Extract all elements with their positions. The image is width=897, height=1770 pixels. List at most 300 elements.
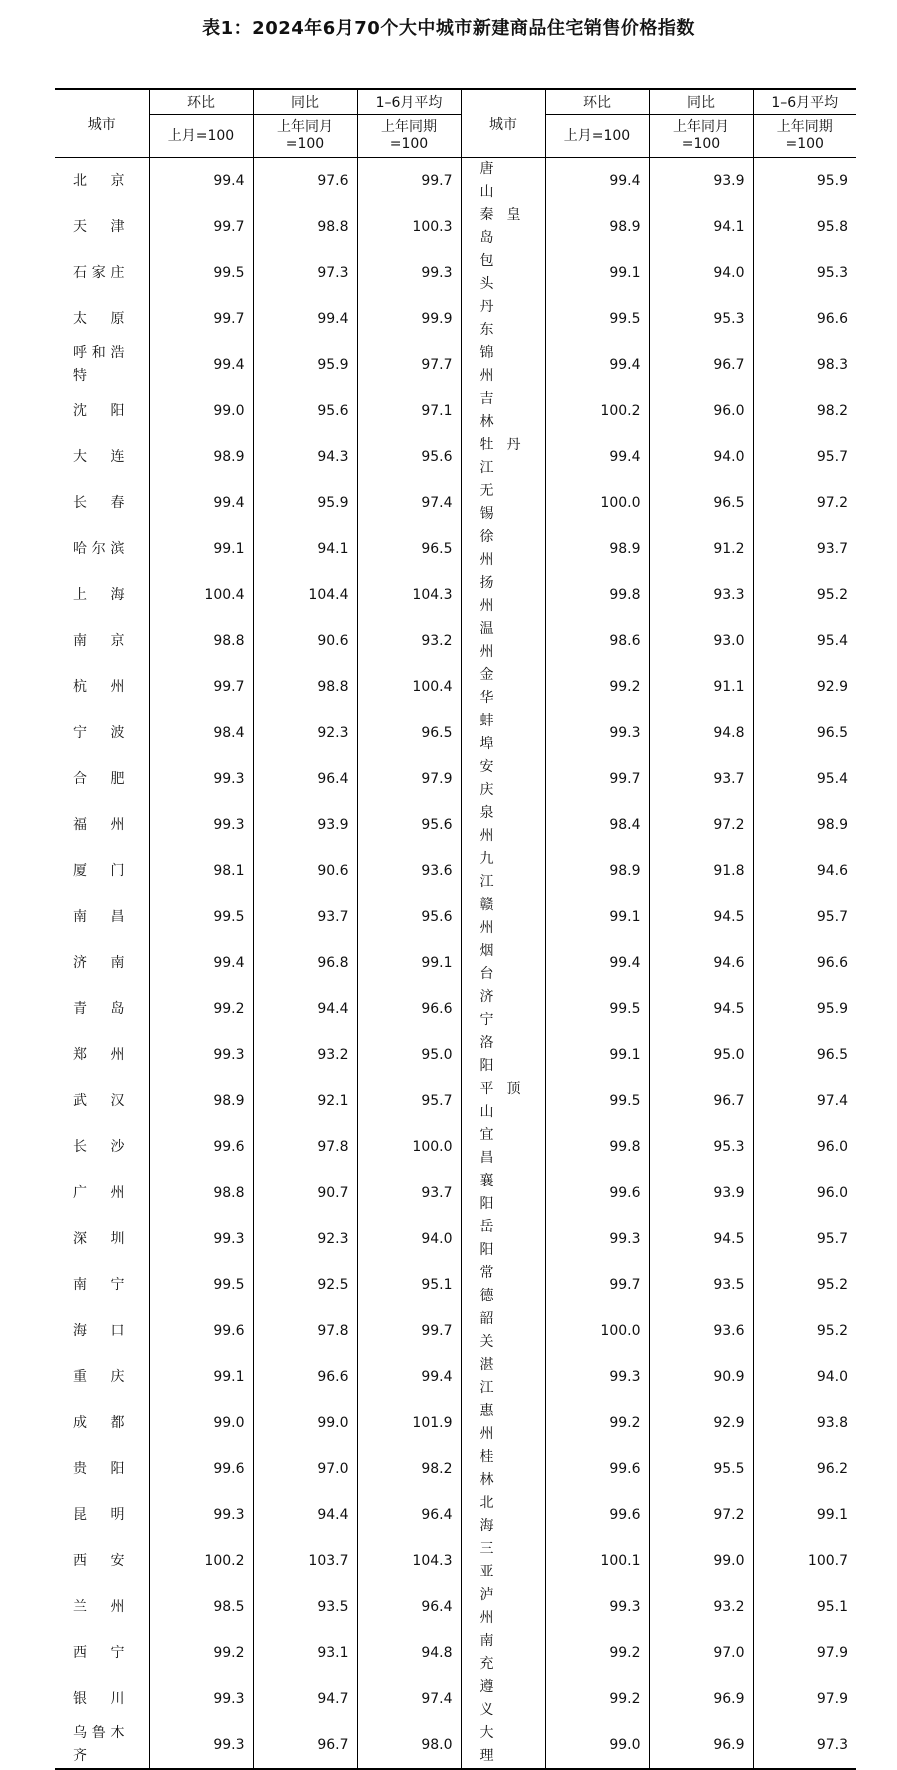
yoy-value: 93.9 xyxy=(649,158,753,205)
mom-value: 98.6 xyxy=(545,618,649,664)
table-row xyxy=(55,1262,856,1308)
city-name: 丹 东 xyxy=(461,296,545,342)
yoy-value: 91.8 xyxy=(649,848,753,894)
city-name: 牡丹江 xyxy=(461,434,545,480)
avg-value: 98.3 xyxy=(753,342,856,388)
avg-value: 99.9 xyxy=(357,296,461,342)
yoy-value: 94.5 xyxy=(649,1216,753,1262)
yoy-value: 90.9 xyxy=(649,1354,753,1400)
city-name: 呼和浩特 xyxy=(73,345,125,384)
mom-value: 99.6 xyxy=(149,1308,253,1354)
avg-value: 95.8 xyxy=(753,204,856,250)
city-name: 包 头 xyxy=(461,250,545,296)
avg-value: 93.7 xyxy=(753,526,856,572)
city-name: 重 庆 xyxy=(73,1368,125,1385)
mom-value: 99.5 xyxy=(149,250,253,296)
city-name: 遵 义 xyxy=(461,1676,545,1722)
avg-value: 95.1 xyxy=(753,1584,856,1630)
mom-value: 99.8 xyxy=(545,572,649,618)
mom-value: 99.6 xyxy=(545,1492,649,1538)
yoy-value: 98.8 xyxy=(253,204,357,250)
yoy-value: 98.8 xyxy=(253,664,357,710)
city-name: 徐 州 xyxy=(461,526,545,572)
avg-value: 96.6 xyxy=(753,296,856,342)
mom-value: 98.8 xyxy=(149,618,253,664)
yoy-value: 92.5 xyxy=(253,1262,357,1308)
city-name: 吉 林 xyxy=(461,388,545,434)
table-row xyxy=(55,1492,856,1538)
city-name: 西 宁 xyxy=(73,1644,125,1661)
avg-value: 95.2 xyxy=(753,1262,856,1308)
avg-value: 98.2 xyxy=(357,1446,461,1492)
mom-value: 99.3 xyxy=(149,1216,253,1262)
mom-value: 99.2 xyxy=(545,1400,649,1446)
table-row xyxy=(55,480,856,526)
avg-value: 95.6 xyxy=(357,802,461,848)
city-name: 锦 州 xyxy=(461,342,545,388)
avg-value: 95.6 xyxy=(357,894,461,940)
avg-value: 98.0 xyxy=(357,1722,461,1769)
city-name: 太 原 xyxy=(73,310,125,327)
city-name: 南 昌 xyxy=(73,908,125,925)
mom-value: 100.0 xyxy=(545,1308,649,1354)
city-name: 长 沙 xyxy=(73,1138,125,1155)
yoy-value: 93.7 xyxy=(649,756,753,802)
city-name: 南 充 xyxy=(461,1630,545,1676)
avg-value: 92.9 xyxy=(753,664,856,710)
city-name: 桂 林 xyxy=(461,1446,545,1492)
avg-value: 99.7 xyxy=(357,1308,461,1354)
city-name: 九 江 xyxy=(461,848,545,894)
avg-value: 97.2 xyxy=(753,480,856,526)
mom-value: 98.1 xyxy=(149,848,253,894)
yoy-value: 97.8 xyxy=(253,1308,357,1354)
table-row xyxy=(55,388,856,434)
yoy-value: 97.2 xyxy=(649,1492,753,1538)
mom-value: 99.2 xyxy=(545,1676,649,1722)
avg-value: 97.7 xyxy=(357,342,461,388)
city-name: 三 亚 xyxy=(461,1538,545,1584)
yoy-value: 94.0 xyxy=(649,250,753,296)
avg-value: 97.4 xyxy=(357,480,461,526)
yoy-value: 93.9 xyxy=(649,1170,753,1216)
city-name: 北 京 xyxy=(73,172,125,189)
yoy-value: 94.1 xyxy=(253,526,357,572)
avg-value: 94.0 xyxy=(357,1216,461,1262)
mom-value: 99.3 xyxy=(545,1354,649,1400)
yoy-value: 90.6 xyxy=(253,618,357,664)
avg-value: 97.9 xyxy=(753,1630,856,1676)
table-row xyxy=(55,296,856,342)
yoy-value: 97.3 xyxy=(253,250,357,296)
table-row xyxy=(55,342,856,388)
price-index-table xyxy=(55,88,856,1770)
city-name: 深 圳 xyxy=(73,1230,125,1247)
yoy-value: 95.9 xyxy=(253,480,357,526)
avg-value: 95.7 xyxy=(753,434,856,480)
city-name: 济 南 xyxy=(73,954,125,971)
city-name: 岳 阳 xyxy=(461,1216,545,1262)
mom-base-label: 上月=100 xyxy=(149,115,253,158)
city-name: 郑 州 xyxy=(73,1046,125,1063)
city-name: 韶 关 xyxy=(461,1308,545,1354)
avg-value: 95.9 xyxy=(753,158,856,205)
mom-value: 99.4 xyxy=(149,342,253,388)
table-header xyxy=(55,89,856,158)
yoy-value: 96.4 xyxy=(253,756,357,802)
yoy-value: 95.0 xyxy=(649,1032,753,1078)
avg-value: 97.4 xyxy=(753,1078,856,1124)
avg-value: 95.7 xyxy=(753,894,856,940)
avg-value: 96.4 xyxy=(357,1492,461,1538)
table-row xyxy=(55,1446,856,1492)
yoy-value: 92.1 xyxy=(253,1078,357,1124)
yoy-value: 96.7 xyxy=(253,1722,357,1769)
avg-value: 95.4 xyxy=(753,756,856,802)
table-body xyxy=(55,158,856,1770)
avg-value: 96.5 xyxy=(753,710,856,756)
city-name: 济 宁 xyxy=(461,986,545,1032)
city-name: 合 肥 xyxy=(73,770,125,787)
mom-value: 99.3 xyxy=(149,1032,253,1078)
yoy-value: 97.8 xyxy=(253,1124,357,1170)
yoy-value: 93.5 xyxy=(253,1584,357,1630)
yoy-value: 93.5 xyxy=(649,1262,753,1308)
yoy-value: 95.3 xyxy=(649,296,753,342)
mom-value: 99.4 xyxy=(149,940,253,986)
mom-value: 99.0 xyxy=(149,1400,253,1446)
mom-value: 99.2 xyxy=(545,1630,649,1676)
mom-value: 98.5 xyxy=(149,1584,253,1630)
city-name: 沈 阳 xyxy=(73,402,125,419)
avg-value: 96.5 xyxy=(357,710,461,756)
avg-value: 100.3 xyxy=(357,204,461,250)
yoy-value: 93.3 xyxy=(649,572,753,618)
table-row xyxy=(55,1308,856,1354)
avg-value: 96.5 xyxy=(753,1032,856,1078)
yoy-column-header: 同比 xyxy=(253,89,357,115)
avg-column-header: 1–6月平均 xyxy=(753,89,856,115)
table-row xyxy=(55,1216,856,1262)
avg-value: 95.2 xyxy=(753,1308,856,1354)
yoy-value: 93.2 xyxy=(253,1032,357,1078)
yoy-value: 93.7 xyxy=(253,894,357,940)
yoy-value: 92.3 xyxy=(253,710,357,756)
table-row xyxy=(55,664,856,710)
yoy-value: 96.0 xyxy=(649,388,753,434)
yoy-value: 94.0 xyxy=(649,434,753,480)
mom-value: 99.0 xyxy=(545,1722,649,1769)
mom-value: 99.5 xyxy=(149,1262,253,1308)
mom-value: 99.7 xyxy=(545,1262,649,1308)
mom-value: 99.1 xyxy=(545,1032,649,1078)
city-name: 宁 波 xyxy=(73,724,125,741)
table-row xyxy=(55,1722,856,1769)
city-name: 唐 山 xyxy=(461,158,545,205)
mom-value: 98.9 xyxy=(149,1078,253,1124)
city-name: 金 华 xyxy=(461,664,545,710)
yoy-value: 97.6 xyxy=(253,158,357,205)
yoy-value: 97.0 xyxy=(253,1446,357,1492)
mom-value: 99.1 xyxy=(149,1354,253,1400)
mom-value: 99.5 xyxy=(545,986,649,1032)
mom-value: 99.2 xyxy=(149,986,253,1032)
mom-base-label: 上月=100 xyxy=(545,115,649,158)
mom-value: 98.9 xyxy=(545,526,649,572)
city-name: 安 庆 xyxy=(461,756,545,802)
avg-value: 95.7 xyxy=(753,1216,856,1262)
table-row xyxy=(55,1354,856,1400)
city-name: 宜 昌 xyxy=(461,1124,545,1170)
yoy-value: 93.6 xyxy=(649,1308,753,1354)
table-row xyxy=(55,1630,856,1676)
avg-value: 96.0 xyxy=(753,1170,856,1216)
yoy-value: 96.5 xyxy=(649,480,753,526)
city-name: 青 岛 xyxy=(73,1000,125,1017)
avg-value: 98.9 xyxy=(753,802,856,848)
city-name: 福 州 xyxy=(73,816,125,833)
avg-value: 97.9 xyxy=(357,756,461,802)
mom-value: 99.4 xyxy=(545,342,649,388)
table-row xyxy=(55,204,856,250)
yoy-value: 104.4 xyxy=(253,572,357,618)
mom-value: 98.9 xyxy=(545,848,649,894)
table-row xyxy=(55,250,856,296)
table-row xyxy=(55,618,856,664)
city-name: 洛 阳 xyxy=(461,1032,545,1078)
yoy-value: 95.3 xyxy=(649,1124,753,1170)
city-name: 蚌 埠 xyxy=(461,710,545,756)
table-row xyxy=(55,158,856,205)
mom-value: 99.0 xyxy=(149,388,253,434)
mom-value: 99.5 xyxy=(545,296,649,342)
table-row xyxy=(55,1170,856,1216)
avg-value: 95.3 xyxy=(753,250,856,296)
mom-value: 98.8 xyxy=(149,1170,253,1216)
yoy-base-label: 上年同月 =100 xyxy=(253,115,357,158)
mom-value: 99.4 xyxy=(545,434,649,480)
avg-value: 99.1 xyxy=(753,1492,856,1538)
city-name: 秦皇岛 xyxy=(461,204,545,250)
avg-value: 96.4 xyxy=(357,1584,461,1630)
mom-value: 99.4 xyxy=(545,158,649,205)
city-name: 海 口 xyxy=(73,1322,125,1339)
yoy-value: 97.0 xyxy=(649,1630,753,1676)
yoy-value: 95.6 xyxy=(253,388,357,434)
avg-value: 93.2 xyxy=(357,618,461,664)
city-name: 天 津 xyxy=(73,218,125,235)
table-row xyxy=(55,894,856,940)
avg-value: 95.2 xyxy=(753,572,856,618)
avg-value: 100.4 xyxy=(357,664,461,710)
city-name: 乌鲁木齐 xyxy=(73,1725,125,1764)
city-name: 贵 阳 xyxy=(73,1460,125,1477)
city-name: 成 都 xyxy=(73,1414,125,1431)
city-name: 无 锡 xyxy=(461,480,545,526)
mom-value: 99.3 xyxy=(149,1722,253,1769)
yoy-column-header: 同比 xyxy=(649,89,753,115)
mom-value: 98.9 xyxy=(149,434,253,480)
yoy-value: 94.3 xyxy=(253,434,357,480)
avg-value: 96.2 xyxy=(753,1446,856,1492)
avg-base-label: 上年同期 =100 xyxy=(357,115,461,158)
city-name: 温 州 xyxy=(461,618,545,664)
mom-value: 99.2 xyxy=(149,1630,253,1676)
avg-value: 93.7 xyxy=(357,1170,461,1216)
mom-value: 99.3 xyxy=(149,1676,253,1722)
yoy-value: 96.9 xyxy=(649,1722,753,1769)
city-name: 平顶山 xyxy=(461,1078,545,1124)
table-row xyxy=(55,848,856,894)
table-row xyxy=(55,756,856,802)
mom-value: 98.9 xyxy=(545,204,649,250)
mom-value: 99.7 xyxy=(545,756,649,802)
city-name: 南 宁 xyxy=(73,1276,125,1293)
mom-value: 99.6 xyxy=(149,1124,253,1170)
yoy-value: 99.4 xyxy=(253,296,357,342)
avg-value: 94.6 xyxy=(753,848,856,894)
avg-value: 96.6 xyxy=(753,940,856,986)
table-title: 表1：2024年6月70个大中城市新建商品住宅销售价格指数 xyxy=(202,18,695,39)
table-row xyxy=(55,710,856,756)
yoy-value: 96.7 xyxy=(649,342,753,388)
avg-value: 94.0 xyxy=(753,1354,856,1400)
city-name: 惠 州 xyxy=(461,1400,545,1446)
table-row xyxy=(55,1676,856,1722)
table-row xyxy=(55,940,856,986)
table-row xyxy=(55,1400,856,1446)
avg-value: 100.0 xyxy=(357,1124,461,1170)
mom-column-header: 环比 xyxy=(545,89,649,115)
mom-value: 99.3 xyxy=(545,1584,649,1630)
city-name: 上 海 xyxy=(73,586,125,603)
mom-value: 99.4 xyxy=(149,480,253,526)
avg-value: 93.8 xyxy=(753,1400,856,1446)
avg-value: 95.0 xyxy=(357,1032,461,1078)
yoy-value: 99.0 xyxy=(649,1538,753,1584)
avg-value: 99.4 xyxy=(357,1354,461,1400)
yoy-value: 103.7 xyxy=(253,1538,357,1584)
mom-value: 99.5 xyxy=(149,894,253,940)
avg-value: 98.2 xyxy=(753,388,856,434)
mom-value: 99.3 xyxy=(149,756,253,802)
table-row xyxy=(55,526,856,572)
avg-value: 104.3 xyxy=(357,572,461,618)
mom-value: 99.7 xyxy=(149,296,253,342)
city-name: 大 连 xyxy=(73,448,125,465)
table-row xyxy=(55,986,856,1032)
yoy-value: 99.0 xyxy=(253,1400,357,1446)
table-row xyxy=(55,1078,856,1124)
avg-value: 99.1 xyxy=(357,940,461,986)
mom-value: 99.1 xyxy=(545,250,649,296)
avg-value: 99.3 xyxy=(357,250,461,296)
table-row xyxy=(55,572,856,618)
yoy-value: 96.7 xyxy=(649,1078,753,1124)
mom-value: 100.0 xyxy=(545,480,649,526)
mom-value: 98.4 xyxy=(149,710,253,756)
mom-value: 98.4 xyxy=(545,802,649,848)
city-name: 扬 州 xyxy=(461,572,545,618)
mom-value: 99.7 xyxy=(149,664,253,710)
avg-value: 95.4 xyxy=(753,618,856,664)
table-row xyxy=(55,802,856,848)
mom-column-header: 环比 xyxy=(149,89,253,115)
avg-value: 97.4 xyxy=(357,1676,461,1722)
yoy-value: 90.7 xyxy=(253,1170,357,1216)
mom-value: 99.1 xyxy=(545,894,649,940)
avg-value: 97.3 xyxy=(753,1722,856,1769)
mom-value: 99.8 xyxy=(545,1124,649,1170)
mom-value: 100.1 xyxy=(545,1538,649,1584)
city-name: 大 理 xyxy=(461,1722,545,1769)
avg-value: 95.1 xyxy=(357,1262,461,1308)
avg-value: 97.9 xyxy=(753,1676,856,1722)
city-name: 襄 阳 xyxy=(461,1170,545,1216)
city-name: 烟 台 xyxy=(461,940,545,986)
yoy-value: 94.1 xyxy=(649,204,753,250)
mom-value: 99.3 xyxy=(545,1216,649,1262)
city-name: 泸 州 xyxy=(461,1584,545,1630)
yoy-value: 92.3 xyxy=(253,1216,357,1262)
yoy-value: 93.2 xyxy=(649,1584,753,1630)
city-name: 泉 州 xyxy=(461,802,545,848)
yoy-value: 92.9 xyxy=(649,1400,753,1446)
avg-value: 95.7 xyxy=(357,1078,461,1124)
mom-value: 99.4 xyxy=(149,158,253,205)
avg-value: 95.9 xyxy=(753,986,856,1032)
mom-value: 99.3 xyxy=(149,802,253,848)
yoy-value: 93.1 xyxy=(253,1630,357,1676)
yoy-value: 96.6 xyxy=(253,1354,357,1400)
yoy-value: 94.4 xyxy=(253,986,357,1032)
yoy-value: 91.2 xyxy=(649,526,753,572)
avg-value: 96.0 xyxy=(753,1124,856,1170)
yoy-value: 94.4 xyxy=(253,1492,357,1538)
table-row xyxy=(55,1032,856,1078)
avg-column-header: 1–6月平均 xyxy=(357,89,461,115)
city-name: 昆 明 xyxy=(73,1506,125,1523)
city-name: 兰 州 xyxy=(73,1598,125,1615)
mom-value: 99.7 xyxy=(149,204,253,250)
city-name: 常 德 xyxy=(461,1262,545,1308)
avg-value: 97.1 xyxy=(357,388,461,434)
table-row xyxy=(55,1538,856,1584)
city-name: 广 州 xyxy=(73,1184,125,1201)
mom-value: 100.2 xyxy=(149,1538,253,1584)
city-name: 杭 州 xyxy=(73,678,125,695)
yoy-value: 93.0 xyxy=(649,618,753,664)
avg-value: 99.7 xyxy=(357,158,461,205)
yoy-base-label: 上年同月 =100 xyxy=(649,115,753,158)
yoy-value: 94.8 xyxy=(649,710,753,756)
mom-value: 100.2 xyxy=(545,388,649,434)
mom-value: 99.1 xyxy=(149,526,253,572)
avg-value: 100.7 xyxy=(753,1538,856,1584)
city-name: 厦 门 xyxy=(73,862,125,879)
yoy-value: 95.5 xyxy=(649,1446,753,1492)
yoy-value: 95.9 xyxy=(253,342,357,388)
city-column-header: 城市 xyxy=(55,89,149,158)
yoy-value: 94.5 xyxy=(649,986,753,1032)
city-name: 哈尔滨 xyxy=(73,540,125,557)
table-row xyxy=(55,434,856,480)
mom-value: 99.3 xyxy=(545,710,649,756)
avg-value: 101.9 xyxy=(357,1400,461,1446)
city-column-header: 城市 xyxy=(461,89,545,158)
yoy-value: 96.9 xyxy=(649,1676,753,1722)
mom-value: 99.6 xyxy=(149,1446,253,1492)
